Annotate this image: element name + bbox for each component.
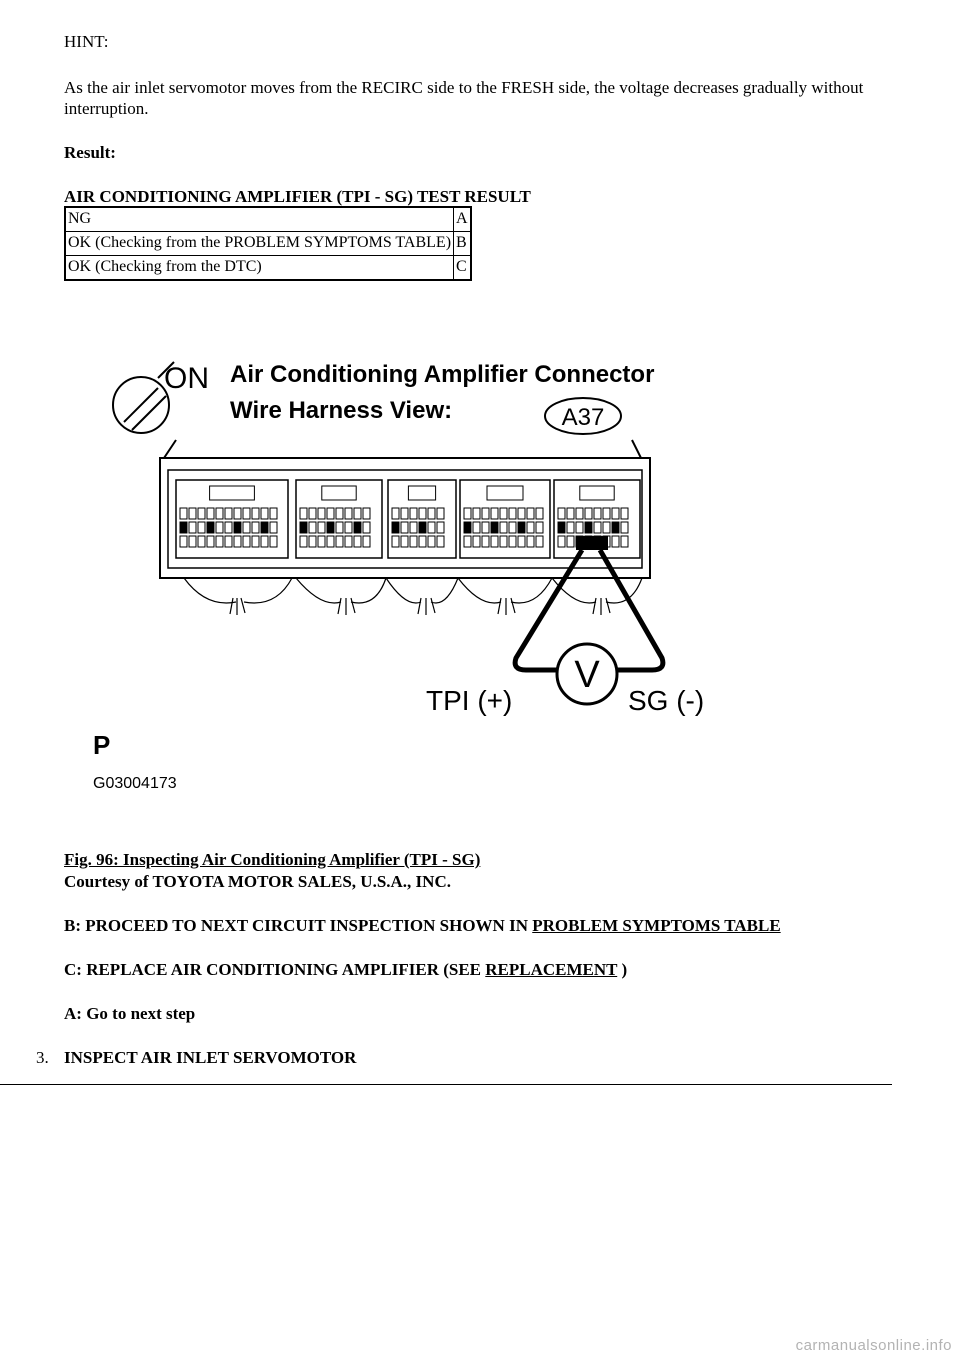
- connector-latch: [580, 486, 614, 500]
- connector-pin: [345, 508, 352, 519]
- connector-pin: [180, 522, 187, 533]
- table-row: [65, 207, 471, 232]
- connector-pin: [401, 536, 408, 547]
- connector-pin: [473, 508, 480, 519]
- connector-pin: [536, 522, 543, 533]
- connector-pin: [189, 508, 196, 519]
- connector-pin: [509, 508, 516, 519]
- section-divider: [0, 1084, 892, 1085]
- figure-title-line1: Air Conditioning Amplifier Connector: [230, 361, 655, 388]
- connector-pin: [509, 522, 516, 533]
- connector-pin: [473, 522, 480, 533]
- connector-pin: [309, 522, 316, 533]
- terminal-positive-label: TPI (+): [426, 685, 513, 716]
- outcome-c-suffix: ): [617, 960, 628, 979]
- connector-id: A37: [561, 404, 605, 431]
- connector-pin: [216, 508, 223, 519]
- connector-pin: [336, 536, 343, 547]
- connector-pin: [576, 508, 583, 519]
- connector-pin: [518, 522, 525, 533]
- connector-pin: [189, 522, 196, 533]
- connector-pin: [300, 536, 307, 547]
- connector-pin: [428, 522, 435, 533]
- connector-pin: [621, 522, 628, 533]
- connector-pin: [473, 536, 480, 547]
- connector-pin: [225, 536, 232, 547]
- site-watermark: carmanualsonline.info: [795, 1337, 952, 1354]
- connector-pin: [243, 536, 250, 547]
- connector-pin: [437, 522, 444, 533]
- connector-pin: [558, 508, 565, 519]
- connector-pin: [410, 508, 417, 519]
- connector-pin: [363, 522, 370, 533]
- connector-pin: [464, 522, 471, 533]
- connector-pin: [410, 522, 417, 533]
- result-label: Result:: [64, 143, 116, 162]
- connector-pin: [392, 536, 399, 547]
- connector-pin: [567, 536, 574, 547]
- terminal-negative-label: SG (-): [628, 685, 705, 716]
- figure-caption-link[interactable]: Fig. 96: Inspecting Air Conditioning Amplifier (TPI - SG): [64, 850, 481, 869]
- table-row: [65, 256, 471, 281]
- figure-code: G03004173: [93, 775, 177, 792]
- switch-label: ON: [164, 362, 209, 395]
- connector-pin: [234, 536, 241, 547]
- connector-pin: [491, 508, 498, 519]
- table-cell-condition: NG: [65, 207, 454, 232]
- outcome-c-text: C: REPLACE AIR CONDITIONING AMPLIFIER (SEE: [64, 960, 486, 979]
- connector-pin: [464, 508, 471, 519]
- connector-pin: [491, 536, 498, 547]
- connector-pin: [216, 522, 223, 533]
- table-row: [65, 232, 471, 256]
- connector-pin: [594, 508, 601, 519]
- connector-pin: [327, 522, 334, 533]
- connector-diagram: [93, 340, 736, 810]
- figure-marker: P: [93, 730, 111, 760]
- connector-pin: [482, 522, 489, 533]
- connector-pin: [612, 536, 619, 547]
- connector-pin: [585, 508, 592, 519]
- connector-pin: [536, 536, 543, 547]
- connector-pin: [300, 522, 307, 533]
- outcome-c: [64, 960, 627, 980]
- connector-pin: [585, 522, 592, 533]
- connector-pin: [594, 522, 601, 533]
- connector-pin: [500, 536, 507, 547]
- connector-pin: [270, 522, 277, 533]
- connector-pin: [612, 508, 619, 519]
- connector-pin: [428, 536, 435, 547]
- replacement-link[interactable]: REPLACEMENT: [485, 960, 618, 979]
- outcome-b-text: B: PROCEED TO NEXT CIRCUIT INSPECTION SHOWN IN: [64, 916, 533, 935]
- hint-text: As the air inlet servomotor moves from the RECIRC side to the FRESH side, the voltage decreases gradually without interruption.: [64, 78, 864, 118]
- connector-pin: [621, 508, 628, 519]
- wire-harness: [184, 578, 642, 615]
- connector-pin: [318, 522, 325, 533]
- connector-pin: [261, 522, 268, 533]
- connector-pin: [354, 522, 361, 533]
- terminal-sg: [592, 536, 608, 550]
- connector-pin: [363, 536, 370, 547]
- connector-pin: [401, 508, 408, 519]
- connector-pin: [198, 522, 205, 533]
- connector-pin: [363, 508, 370, 519]
- connector-pin: [558, 536, 565, 547]
- table-cell-code: A: [454, 207, 472, 232]
- connector-pin: [428, 508, 435, 519]
- connector-pin: [207, 522, 214, 533]
- connector-pin: [207, 508, 214, 519]
- connector-latch: [210, 486, 255, 500]
- connector-pin: [180, 508, 187, 519]
- connector-pin: [225, 522, 232, 533]
- connector-pin: [527, 522, 534, 533]
- connector-pin: [491, 522, 498, 533]
- connector-pin: [243, 522, 250, 533]
- connector-pin: [234, 522, 241, 533]
- connector-pin: [336, 508, 343, 519]
- connector-pin: [189, 536, 196, 547]
- voltmeter-symbol: V: [574, 654, 600, 696]
- step-number: 3.: [36, 1048, 49, 1067]
- connector-latch: [408, 486, 435, 500]
- connector-pin: [482, 508, 489, 519]
- connector-pin: [527, 536, 534, 547]
- connector-pin: [518, 508, 525, 519]
- result-table: [64, 206, 472, 281]
- table-cell-condition: OK (Checking from the DTC): [65, 256, 454, 281]
- table-cell-code: C: [454, 256, 472, 281]
- connector-pin: [336, 522, 343, 533]
- connector-pin: [612, 522, 619, 533]
- connector-pin: [327, 508, 334, 519]
- outcome-a: A: Go to next step: [64, 1004, 196, 1023]
- connector-pin: [410, 536, 417, 547]
- connector-pin: [234, 508, 241, 519]
- connector-pin: [270, 536, 277, 547]
- connector-pin: [354, 536, 361, 547]
- connector-pin: [252, 522, 259, 533]
- connector-latch: [487, 486, 523, 500]
- connector-pin: [198, 536, 205, 547]
- connector-pin: [603, 522, 610, 533]
- connector-pin: [207, 536, 214, 547]
- table-cell-condition: OK (Checking from the PROBLEM SYMPTOMS TABLE): [65, 232, 454, 256]
- connector-pin: [567, 522, 574, 533]
- step-title: INSPECT AIR INLET SERVOMOTOR: [64, 1048, 357, 1067]
- connector-pin: [518, 536, 525, 547]
- connector-pin: [527, 508, 534, 519]
- connector-pin: [567, 508, 574, 519]
- connector-pin: [354, 508, 361, 519]
- connector-pin: [309, 508, 316, 519]
- table-cell-code: B: [454, 232, 472, 256]
- connector-pin: [180, 536, 187, 547]
- connector-pin: [198, 508, 205, 519]
- connector-pin: [300, 508, 307, 519]
- connector-pin: [392, 522, 399, 533]
- outcome-b: [64, 916, 781, 936]
- connector-pin: [225, 508, 232, 519]
- connector-pin: [252, 536, 259, 547]
- connector-pin: [216, 536, 223, 547]
- connector-pin: [500, 522, 507, 533]
- connector-latch: [322, 486, 356, 500]
- connector-pin: [243, 508, 250, 519]
- connector-pin-blocks: [176, 480, 640, 558]
- connector-pin: [309, 536, 316, 547]
- connector-pin: [318, 536, 325, 547]
- connector-pin: [261, 536, 268, 547]
- connector-pin: [482, 536, 489, 547]
- table-title: AIR CONDITIONING AMPLIFIER (TPI - SG) TEST RESULT: [64, 187, 531, 206]
- connector-pin: [252, 508, 259, 519]
- problem-symptoms-table-link[interactable]: PROBLEM SYMPTOMS TABLE: [532, 916, 781, 935]
- connector-pin: [464, 536, 471, 547]
- connector-pin: [509, 536, 516, 547]
- connector-pin: [345, 522, 352, 533]
- connector-pin: [621, 536, 628, 547]
- terminal-tpi: [576, 536, 592, 550]
- connector-pin: [603, 508, 610, 519]
- connector-pin: [500, 508, 507, 519]
- connector-pin: [318, 508, 325, 519]
- figure-courtesy: Courtesy of TOYOTA MOTOR SALES, U.S.A., INC.: [64, 872, 451, 891]
- connector-pin: [419, 522, 426, 533]
- hint-heading: HINT:: [64, 32, 109, 51]
- connector-pin: [419, 508, 426, 519]
- connector-pin: [576, 522, 583, 533]
- connector-pin: [345, 536, 352, 547]
- connector-pin: [327, 536, 334, 547]
- connector-pin: [261, 508, 268, 519]
- connector-pin: [419, 536, 426, 547]
- connector-pin: [392, 508, 399, 519]
- figure-title-line2: Wire Harness View:: [230, 397, 453, 424]
- connector-pin: [558, 522, 565, 533]
- connector-pin: [270, 508, 277, 519]
- connector-pin: [437, 536, 444, 547]
- connector-pin: [437, 508, 444, 519]
- connector-pin: [536, 508, 543, 519]
- connector-pin: [401, 522, 408, 533]
